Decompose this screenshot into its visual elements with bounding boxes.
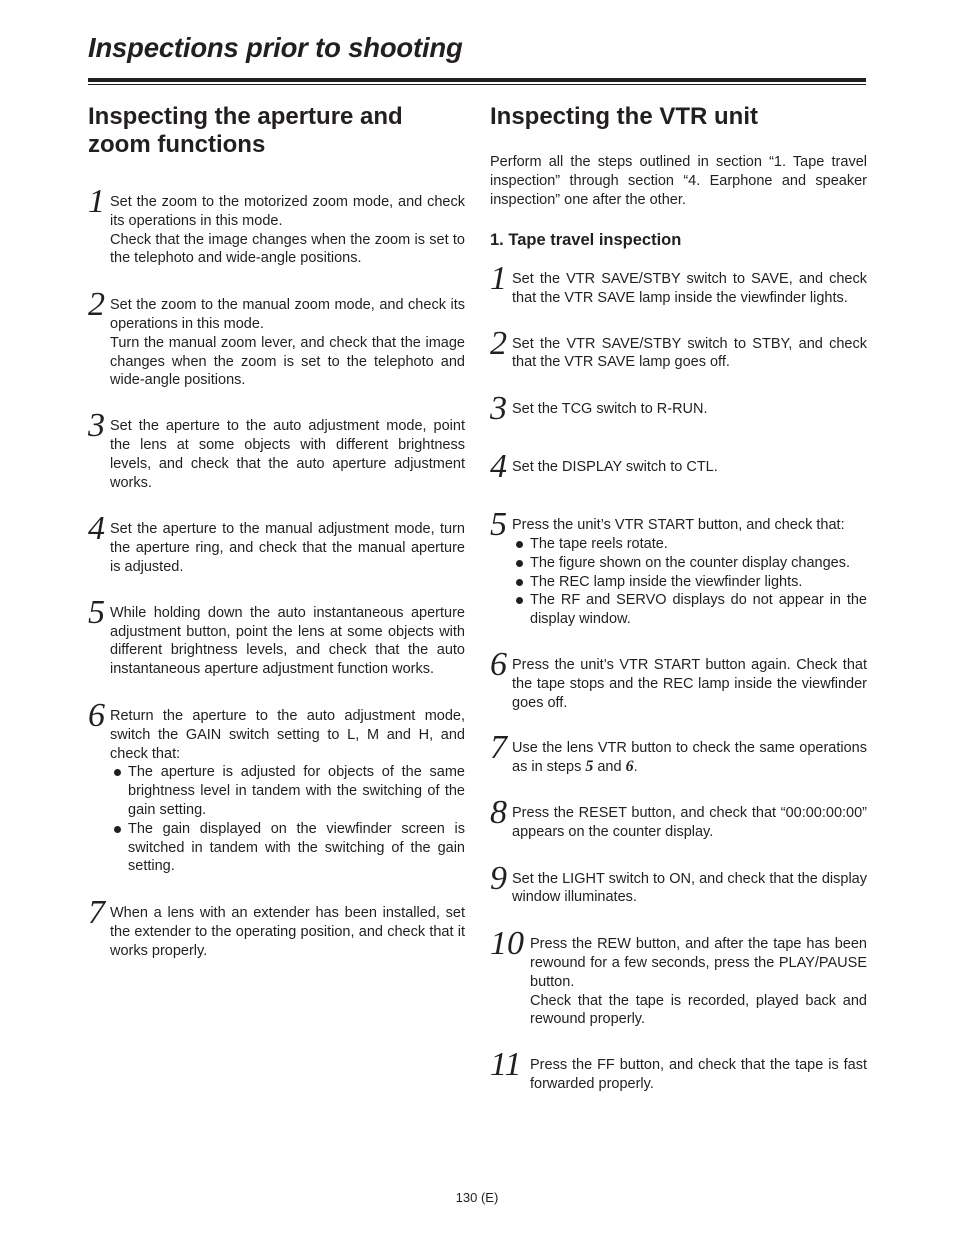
step-number: 3 [88, 407, 105, 445]
step-text: Set the LIGHT switch to ON, and check that the display window illuminates. [512, 870, 867, 906]
step-text: Press the unit’s VTR START button again. Check that the tape stops and the REC lamp inside the viewfinder goes off. [512, 656, 867, 711]
step-text: Press the unit’s VTR START button, and check that: [512, 517, 845, 534]
right-step-11 [490, 1046, 867, 1094]
right-step-10 [490, 925, 867, 1029]
step-text: Set the VTR SAVE/STBY switch to STBY, and check that the VTR SAVE lamp goes off. [512, 335, 867, 371]
right-step-9 [490, 859, 867, 908]
step-number: 6 [88, 696, 105, 734]
step-number: 9 [490, 859, 507, 897]
step-number: 4 [88, 510, 105, 548]
list-item: The tape reels rotate. [512, 535, 867, 554]
title-rule-thin [88, 84, 866, 85]
intro-text: Perform all the steps outlined in section “1. Tape travel inspection” through section “4. Earphone and speaker inspection” one after the other. [490, 154, 867, 208]
list-item: The RF and SERVO displays do not appear in the display window. [512, 591, 867, 629]
step-text: Press the REW button, and after the tape has been rewound for a few seconds, press the PLAY/PAUSE button. [530, 936, 867, 990]
right-step-1 [490, 260, 867, 308]
step-number: 4 [490, 448, 507, 486]
right-step-8 [490, 793, 867, 842]
title-rule-thick [88, 78, 866, 82]
step-number: 1 [88, 183, 105, 220]
right-step-7 [490, 729, 867, 777]
left-column [88, 103, 465, 961]
list-item: The REC lamp inside the viewfinder lights. [512, 573, 867, 592]
list-item: The gain displayed on the viewfinder screen is switched in tandem with the switching of the gain setting. [110, 820, 465, 876]
step-text: Set the DISPLAY switch to CTL. [512, 459, 718, 476]
step-number: 7 [88, 894, 105, 932]
step-number: 6 [490, 645, 507, 683]
bullet-icon [516, 579, 523, 586]
step-text: Set the zoom to the manual zoom mode, and check its operations in this mode. [110, 297, 465, 332]
step-number: 10 [490, 925, 524, 963]
step-reference: 6 [625, 758, 634, 776]
right-step-6 [490, 645, 867, 712]
left-step-2 [88, 286, 465, 390]
step-number: 2 [88, 286, 105, 324]
step-reference: 5 [585, 758, 594, 776]
bullet-icon [114, 769, 121, 776]
right-step-3 [490, 390, 867, 428]
step-text: Set the aperture to the manual adjustment mode, turn the aperture ring, and check that the manual aperture is adjusted. [110, 521, 465, 575]
step-text: Press the FF button, and check that the tape is fast forwarded properly. [530, 1057, 867, 1092]
bullet-list [512, 535, 867, 629]
right-column [490, 103, 867, 1094]
right-step-4 [490, 448, 867, 486]
aperture-zoom-heading: Inspecting the aperture and zoom functions [88, 103, 403, 158]
step-text: Check that the tape is recorded, played back and rewound properly. [530, 992, 867, 1028]
bullet-icon [516, 597, 523, 604]
left-step-3 [88, 407, 465, 492]
left-step-6 [88, 696, 465, 876]
step-number: 3 [490, 390, 507, 428]
list-item: The figure shown on the counter display changes. [512, 554, 867, 573]
step-text: Set the TCG switch to R-RUN. [512, 401, 708, 418]
left-step-4 [88, 510, 465, 576]
step-number: 7 [490, 729, 507, 767]
vtr-unit-heading: Inspecting the VTR unit [490, 103, 758, 130]
step-text: Set the zoom to the motorized zoom mode, and check its operations in this mode. [110, 194, 465, 229]
bullet-icon [516, 560, 523, 567]
step-number: 2 [490, 324, 507, 362]
step-text: Turn the manual zoom lever, and check that the image changes when the zoom is set to the telephoto and wide-angle positions. [110, 334, 465, 389]
step-text: Return the aperture to the auto adjustment mode, switch the GAIN switch setting to L, M and H, and check that: [110, 707, 465, 762]
step-text: Set the aperture to the auto adjustment mode, point the lens at some objects with different brightness levels, and check that the auto aperture adjustment works. [110, 418, 465, 491]
left-step-1 [88, 183, 465, 268]
step-text: Check that the image changes when the zoom is set to the telephoto and wide-angle positions. [110, 231, 465, 267]
step-text: While holding down the auto instantaneous aperture adjustment button, point the lens at some objects with different brightness levels, and check that the auto instantaneous aperture adjustment function works. [110, 604, 465, 678]
step-number: 11 [490, 1046, 522, 1084]
right-step-5 [490, 506, 867, 629]
step-text: Use the lens VTR button to check the same operations as in steps 5 and 6. [512, 740, 867, 776]
step-number: 5 [490, 506, 507, 544]
step-text: Set the VTR SAVE/STBY switch to SAVE, and check that the VTR SAVE lamp inside the viewfinder lights. [512, 271, 867, 306]
step-text: Press the RESET button, and check that “00:00:00:00” appears on the counter display. [512, 804, 867, 840]
step-number: 8 [490, 793, 507, 831]
list-item: The aperture is adjusted for objects of the same brightness level in tandem with the switching of the gain setting. [110, 763, 465, 819]
bullet-icon [114, 826, 121, 833]
step-number: 5 [88, 593, 105, 631]
right-step-2 [490, 324, 867, 373]
bullet-list [110, 763, 465, 876]
bullet-icon [516, 541, 523, 548]
page-number: 130 (E) [455, 1190, 499, 1205]
left-step-5 [88, 593, 465, 679]
left-step-7 [88, 894, 465, 960]
tape-travel-subheading: 1. Tape travel inspection [490, 231, 682, 249]
page-title: Inspections prior to shooting [88, 32, 463, 63]
step-text: When a lens with an extender has been installed, set the extender to the operating position, and check that it works properly. [110, 905, 465, 959]
step-number: 1 [490, 260, 507, 297]
